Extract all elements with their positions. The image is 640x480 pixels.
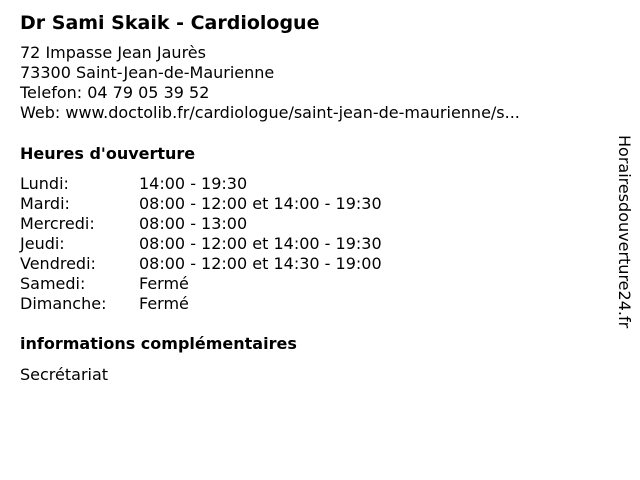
- site-brand: Horairesdouverture24.fr: [615, 135, 634, 329]
- time-value: Fermé: [139, 274, 189, 293]
- time-value: Fermé: [139, 294, 189, 313]
- day-label: Lundi:: [20, 174, 69, 193]
- time-value: 08:00 - 12:00 et 14:30 - 19:00: [139, 254, 382, 273]
- city-address: 73300 Saint-Jean-de-Maurienne: [20, 63, 275, 82]
- day-label: Dimanche:: [20, 294, 107, 313]
- website-link: Web: www.doctolib.fr/cardiologue/saint-jean-de-maurienne/s...: [20, 103, 520, 122]
- additional-info-text: Secrétariat: [20, 365, 109, 384]
- time-value: 08:00 - 12:00 et 14:00 - 19:30: [139, 234, 382, 253]
- additional-info-heading: informations complémentaires: [20, 334, 297, 353]
- phone-number: Telefon: 04 79 05 39 52: [20, 83, 210, 102]
- day-label: Samedi:: [20, 274, 86, 293]
- day-label: Jeudi:: [20, 234, 65, 253]
- address-block: [20, 43, 520, 123]
- opening-hours-heading: Heures d'ouverture: [20, 144, 196, 163]
- day-label: Mardi:: [20, 194, 70, 213]
- time-value: 08:00 - 13:00: [139, 214, 248, 233]
- day-label: Vendredi:: [20, 254, 96, 273]
- time-value: 14:00 - 19:30: [139, 174, 248, 193]
- page-title: Dr Sami Skaik - Cardiologue: [20, 12, 320, 34]
- street-address: 72 Impasse Jean Jaurès: [20, 43, 206, 62]
- time-value: 08:00 - 12:00 et 14:00 - 19:30: [139, 194, 382, 213]
- day-label: Mercredi:: [20, 214, 95, 233]
